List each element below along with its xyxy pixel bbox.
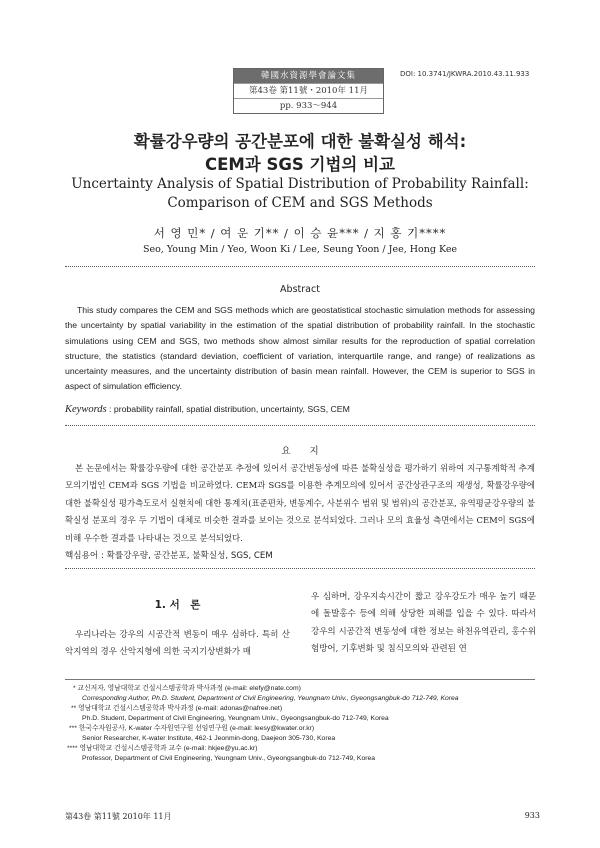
footnote-rule — [65, 679, 535, 680]
footnote-2-en: Ph.D. Student, Department of Civil Engineering, Yeungnam Univ., Gyeongsangbuk-do 712-749, Korea — [82, 715, 389, 722]
divider — [65, 425, 535, 426]
title-english-line2: Comparison of CEM and SGS Methods — [167, 195, 433, 211]
intro-heading: 1. 서 론 — [154, 599, 201, 611]
yoji-text: 본 논문에서는 확률강우량에 대한 공간분포 추정에 있어서 공간변동성에 따른 불확실성을 평가하기 위하여 지구통계학적 추계모의기법인 CEM과 SGS 기법을 비교하였다. CEM과 SGS를 이용한 추계모의에 있어서 공간상관구조의 재생성, 확률강우량에 대한 불확실성 평가측도로서 실현치에 대한 통계치(표준편차, 변동계수, 사분위수 범위 및 범위)의 공간분포, 유역평균강우량의 불확실성 분포의 경우 두 기법이 대체로 비슷한 결과를 보이는 것으로 분석되었다. 그러나 모의 효율성 측면에서는 CEM이 SGS에 비해 우수한 결과를 나타내는 것으로 분석되었다. — [65, 463, 535, 543]
intro-right-column: 우 심하며, 강우지속시간이 짧고 강우강도가 매우 높기 때문에 돌발홍수 등에 의해 상당한 피해를 입을 수 있다. 따라서 강우의 시공간적 변동성에 대한 정보는 하천유역관리, 홍수위험방어, 기후변화 및 침식모의와 관련된 연 — [311, 592, 536, 655]
footnote-2-ko: ** 영남대학교 건설시스템공학과 박사과정 (e-mail: adonas@nafree.net) — [71, 705, 283, 712]
keywords-text: : probability rainfall, spatial distribution, uncertainty, SGS, CEM — [109, 404, 350, 414]
journal-info-box — [233, 68, 384, 114]
footer-journal: 第43卷 第11號 2010年 11月 — [65, 812, 172, 821]
keywords-label: Keywords — [65, 404, 107, 415]
authors-english: Seo, Young Min / Yeo, Woon Ki / Lee, Seung Yoon / Jee, Hong Kee — [142, 244, 458, 255]
keywords — [65, 404, 535, 415]
footnote-4-en: Professor, Department of Civil Engineering, Yeungnam Univ., Gyeongsangbuk-do 712-749, Korea — [82, 755, 376, 762]
authors-korean: 서 영 민* / 여 운 기** / 이 승 윤*** / 지 홍 기**** — [153, 226, 447, 240]
footnote-4-ko: **** 영남대학교 건설시스템공학과 교수 (e-mail: hkjee@yu.ac.kr) — [67, 745, 258, 752]
footnote-1-en: Corresponding Author, Ph.D. Student, Department of Civil Engineering, Yeungnam Univ., Gyeongsangbuk-do 712-749, Korea — [82, 695, 459, 702]
journal-name: 韓國水資源學會論文集 — [234, 69, 383, 83]
journal-pages: pp. 933～944 — [234, 98, 383, 113]
abstract-text: This study compares the CEM and SGS methods which are geostatistical stochastic simulation methods for assessing the uncertainty by spatial variability in the estimation of the spatial distribution of probability rainfall. In the stochastic simulations using CEM and SGS, two methods show almost similar results for the reproduction of spatial correlation structure, the statistics (standard deviation, coefficient of variation, interquartile range, and range) of realizations as uncertainty measures, and the uncertainty distribution of basin mean rainfall. However, the CEM is superior to SGS in aspect of simulation efficiency. — [65, 305, 535, 392]
yoji-heading: 요 지 — [281, 446, 319, 457]
title-english-line1: Uncertainty Analysis of Spatial Distribution of Probability Rainfall: — [71, 176, 529, 192]
divider — [65, 266, 535, 267]
title-korean-line1: 확률강우량의 공간분포에 대한 불확실성 해석: — [133, 132, 467, 151]
footnote-1-ko: * 교신저자, 영남대학교 건설시스템공학과 박사과정 (e-mail: elefy@nate.com) — [73, 685, 301, 692]
footnote-3-ko: *** 한국수자원공사, K-water 수자원연구원 선임연구원 (e-mail: leesy@kwater.or.kr) — [69, 725, 315, 732]
divider — [65, 568, 535, 569]
title-korean-line2: CEM과 SGS 기법의 비교 — [205, 155, 395, 174]
footnote-3-en: Senior Researcher, K-water Institute, 462-1 Jeonmin-dong, Daejeon 305-730, Korea — [82, 735, 336, 742]
page-number: 933 — [524, 811, 540, 820]
journal-volume: 第43卷 第11號・2010年 11月 — [234, 83, 383, 98]
abstract-heading: Abstract — [280, 284, 320, 295]
intro-left-column: 우리나라는 강우의 시공간적 변동이 매우 심하다. 특히 산악지역의 경우 산악지형에 의한 국지기상변화가 매 — [65, 630, 290, 658]
footnotes — [65, 684, 535, 764]
doi: DOI: 10.3741/JKWRA.2010.43.11.933 — [400, 70, 530, 78]
keywords-korean: 핵심용어 : 확률강우량, 공간분포, 불확실성, SGS, CEM — [65, 551, 273, 561]
